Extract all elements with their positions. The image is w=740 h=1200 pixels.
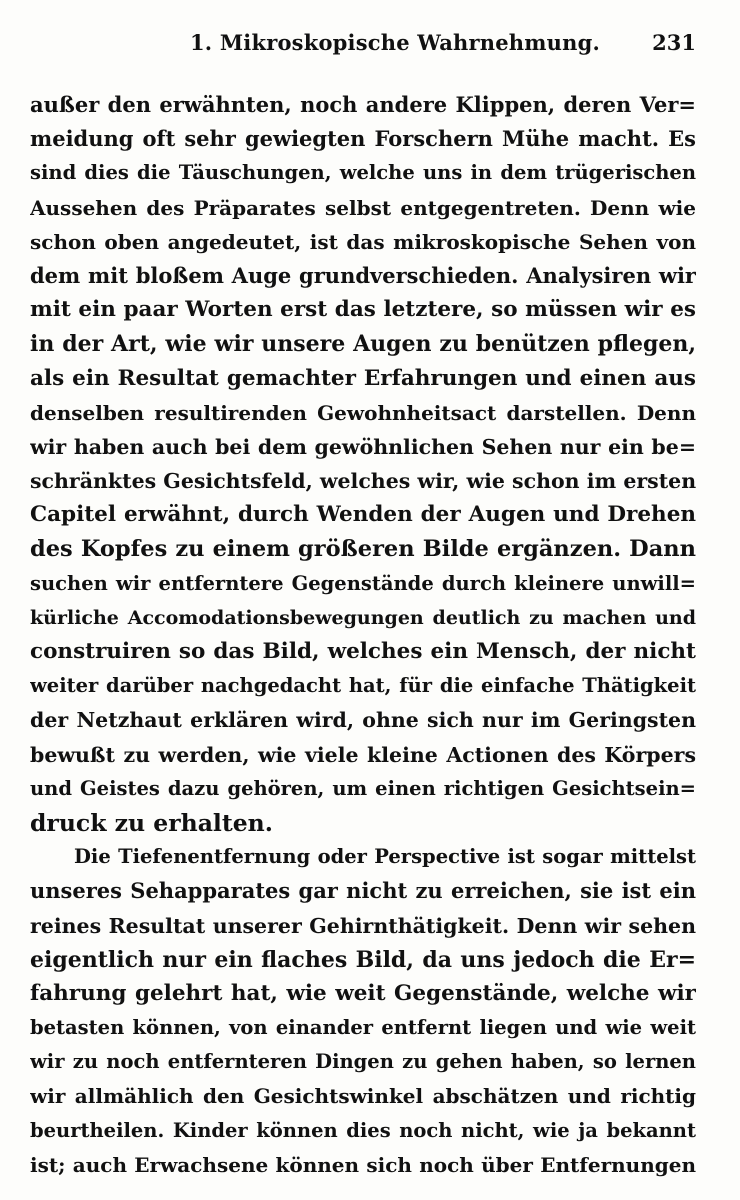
text-line: Die Tiefenentfernung oder Perspective ist sogar mittelst [74,845,696,869]
text-line: Aussehen des Präparates selbst entgegentreten. Denn wie [30,195,696,220]
text-line: dem mit bloßem Auge grundverschieden. Analysiren wir [30,262,696,288]
text-line: und Geistes dazu gehören, um einen richtigen Gesichtsein= [30,776,696,800]
text-line: druck zu erhalten. [30,808,273,837]
page-header [30,30,696,62]
text-line: unseres Sehapparates gar nicht zu erreichen, sie ist ein [30,878,696,904]
text-line: denselben resultirenden Gewohnheitsact darstellen. Denn [30,400,696,425]
text-line: beurtheilen. Kinder können dies noch nicht, wie ja bekannt [30,1118,696,1142]
text-line: meidung oft sehr gewiegten Forschern Mühe macht. Es [30,126,696,152]
text-line: construiren so das Bild, welches ein Mensch, der nicht [30,639,696,664]
text-line: schränktes Gesichtsfeld, welches wir, wie schon im ersten [30,469,696,494]
paragraph-1 [30,88,696,840]
text-line: reines Resultat unserer Gehirnthätigkeit. Denn wir sehen [30,913,696,938]
paragraph-2 [30,840,696,1182]
text-line: als ein Resultat gemachter Erfahrungen und einen aus [30,365,696,391]
text-line: kürliche Accomodationsbewegungen deutlich zu machen und [30,606,696,629]
text-line: Capitel erwähnt, durch Wenden der Augen und Drehen [30,502,696,528]
text-line: außer den erwähnten, noch andere Klippen, deren Ver= [30,92,696,117]
text-line: in der Art, wie wir unsere Augen zu benützen pflegen, [30,331,696,358]
text-line: wir allmählich den Gesichtswinkel abschätzen und richtig [30,1084,696,1109]
text-line: suchen wir entferntere Gegenstände durch kleinere unwill= [30,571,696,595]
text-line: eigentlich nur ein flaches Bild, da uns jedoch die Er= [30,946,696,973]
text-line: der Netzhaut erklären wird, ohne sich nur im Geringsten [30,708,696,733]
page-number: 231 [652,30,696,55]
body-text [30,88,696,1182]
running-title: 1. Mikroskopische Wahrnehmung. [190,30,601,55]
text-line: wir haben auch bei dem gewöhnlichen Sehen nur ein be= [30,434,696,459]
text-line: sind dies die Täuschungen, welche uns in dem trügerischen [30,161,696,185]
text-line: wir zu noch entfernteren Dingen zu gehen haben, so lernen [30,1050,696,1074]
text-line: schon oben angedeutet, ist das mikroskopische Sehen von [30,229,696,254]
text-line: bewußt zu werden, wie viele kleine Actionen des Körpers [30,742,696,767]
text-line: ist; auch Erwachsene können sich noch über Entfernungen [30,1152,696,1177]
text-line: betasten können, von einander entfernt liegen und wie weit [30,1016,696,1040]
text-line: fahrung gelehrt hat, wie weit Gegenstände, welche wir [30,980,696,1006]
text-line: weiter darüber nachgedacht hat, für die einfache Thätigkeit [30,674,696,698]
text-line: mit ein paar Worten erst das letztere, so müssen wir es [30,297,696,323]
text-line: des Kopfes zu einem größeren Bilde ergänzen. Dann [30,536,696,563]
